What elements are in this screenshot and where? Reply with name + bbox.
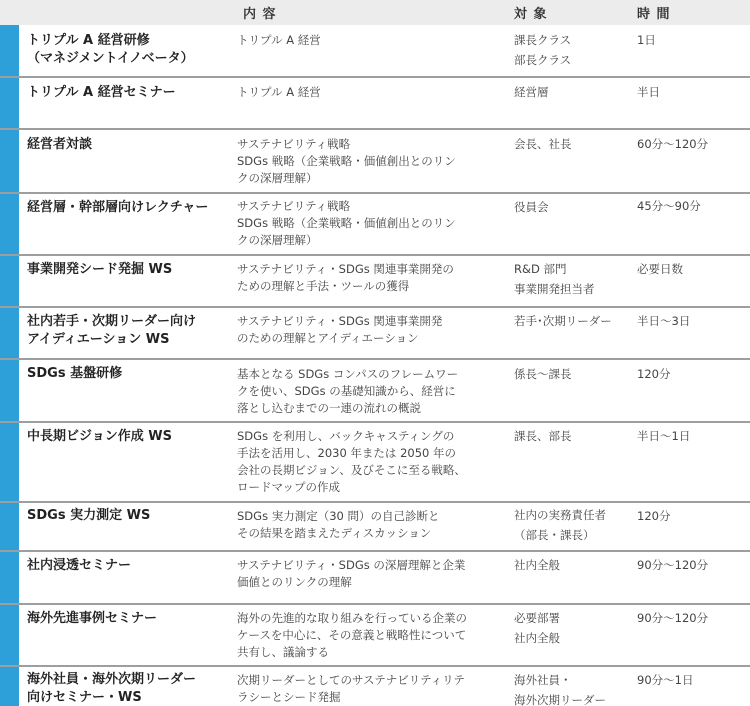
program-content: トリプル A 経営: [237, 33, 321, 47]
program-target: 社内全般: [514, 558, 560, 572]
program-content: サステナビリティ・SDGs の深層理解と企業 価値とのリンクの理解: [237, 558, 466, 589]
program-time: 120分: [637, 367, 671, 381]
table-row: [0, 360, 750, 421]
program-time: 90分～1日: [637, 673, 694, 687]
header-target: 対 象: [514, 7, 548, 22]
program-content: サステナビリティ戦略 SDGs 戦略（企業戦略・価値創出とのリン クの深層理解）: [237, 199, 456, 247]
program-content: サステナビリティ戦略 SDGs 戦略（企業戦略・価値創出とのリン クの深層理解）: [237, 137, 456, 185]
program-title: SDGs 実力測定 WS: [27, 508, 151, 523]
program-time: 必要日数: [637, 262, 683, 276]
program-title: 社内若手・次期リーダー向け アイディエーション WS: [27, 314, 197, 347]
table-row: [0, 308, 750, 358]
table-row: [0, 194, 750, 254]
program-target: 社内の実務責任者 （部長・課長）: [514, 508, 606, 542]
program-time: 60分～120分: [637, 137, 709, 151]
table-header: [0, 0, 750, 25]
row-accent-bar: [0, 605, 19, 665]
program-target: 係長～課長: [514, 367, 572, 381]
program-content: SDGs 実力測定（30 問）の自己診断と その結果を踏まえたディスカッション: [237, 509, 440, 540]
program-title: 社内浸透セミナー: [27, 558, 132, 573]
program-title: SDGs 基盤研修: [27, 366, 123, 381]
header-time: 時 間: [637, 7, 671, 22]
program-title: 事業開発シード発掘 WS: [27, 262, 173, 277]
program-time: 90分～120分: [637, 611, 709, 625]
table-row: [0, 78, 750, 128]
table-row: [0, 423, 750, 501]
program-time: 45分～90分: [637, 199, 701, 213]
row-accent-bar: [0, 552, 19, 603]
row-accent-bar: [0, 360, 19, 421]
program-time: 90分～120分: [637, 558, 709, 572]
row-accent-bar: [0, 667, 19, 706]
program-time: 1日: [637, 33, 656, 47]
program-title: トリプル A 経営研修 （マネジメントイノベータ）: [27, 33, 194, 66]
program-title: 中長期ビジョン作成 WS: [27, 429, 172, 444]
table-row: [0, 256, 750, 306]
row-accent-bar: [0, 308, 19, 358]
table-row: [0, 130, 750, 192]
program-target: 経営層: [514, 85, 549, 99]
row-accent-bar: [0, 423, 19, 501]
row-accent-bar: [0, 503, 19, 550]
program-title: 海外先進事例セミナー: [27, 611, 158, 626]
program-target: 会長、社長: [514, 137, 572, 151]
table-row: [0, 605, 750, 665]
program-target: 課長クラス 部長クラス: [514, 33, 572, 67]
program-title: 海外社員・海外次期リーダー 向けセミナー・WS: [27, 672, 197, 705]
program-time: 半日～1日: [637, 429, 691, 443]
program-time: 半日～3日: [637, 314, 691, 328]
table-row: [0, 503, 750, 550]
program-content: サステナビリティ・SDGs 関連事業開発の ための理解と手法・ツールの獲得: [237, 262, 454, 293]
program-title: 経営層・幹部層向けレクチャー: [27, 200, 209, 215]
program-content: トリプル A 経営: [237, 85, 321, 99]
program-content: 次期リーダーとしてのサステナビリティリテ ラシーとシード発掘: [237, 673, 465, 704]
program-content: 基本となる SDGs コンパスのフレームワー クを使い、SDGs の基礎知識から、経営に 落とし込むまでの一連の流れの概説: [237, 367, 459, 415]
program-target: 課長、部長: [514, 429, 572, 443]
program-target: 海外社員・ 海外次期リーダー: [514, 673, 606, 706]
table-row: [0, 552, 750, 603]
row-accent-bar: [0, 194, 19, 254]
program-target: 役員会: [514, 200, 549, 214]
program-target: R&D 部門 事業開発担当者: [514, 262, 595, 296]
program-title: 経営者対談: [27, 137, 93, 152]
table-row: [0, 25, 750, 76]
program-content: SDGs を利用し、バックキャスティングの 手法を活用し、2030 年または 2050 年の 会社の長期ビジョン、及びそこに至る戦略、 ロードマップの作成: [237, 429, 466, 494]
row-accent-bar: [0, 130, 19, 192]
program-time: 120分: [637, 509, 671, 523]
header-content: 内 容: [243, 7, 277, 22]
row-accent-bar: [0, 25, 19, 76]
row-accent-bar: [0, 78, 19, 128]
program-time: 半日: [637, 85, 660, 99]
program-target: 若手･次期リーダー: [514, 314, 612, 328]
program-title: トリプル A 経営セミナー: [27, 85, 176, 100]
program-content: 海外の先進的な取り組みを行っている企業の ケースを中心に、その意義と戦略性について 共有し、議論する: [237, 611, 467, 659]
table-row: [0, 667, 750, 706]
program-target: 必要部署 社内全般: [514, 611, 560, 645]
program-content: サステナビリティ・SDGs 関連事業開発 のための理解とアイディエーション: [237, 314, 443, 345]
row-accent-bar: [0, 256, 19, 306]
